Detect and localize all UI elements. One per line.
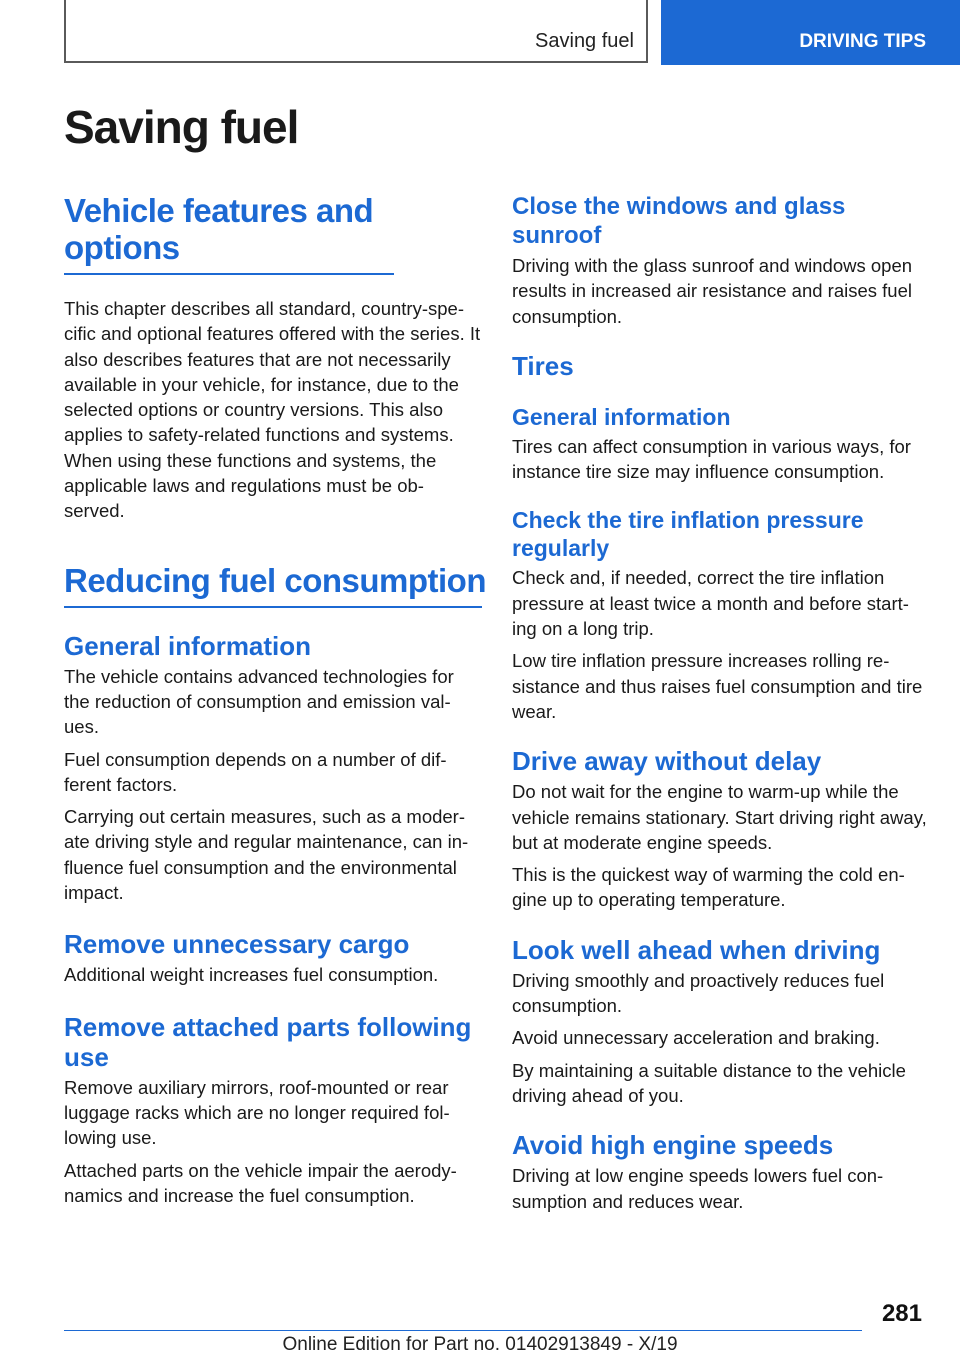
paragraph-look-1: Driving smoothly and proactively reduces fuel consumption. bbox=[512, 969, 885, 1017]
paragraph-close-windows: Driving with the glass sunroof and windows open results in increased air resistance and raises fuel consumption. bbox=[512, 255, 913, 327]
right-column bbox=[512, 192, 930, 1214]
paragraph-remove-cargo: Additional weight increases fuel consumption. bbox=[64, 964, 439, 986]
paragraph-attached-2: Attached parts on the vehicle impair the aerody-namics and increase the fuel consumption. bbox=[64, 1159, 457, 1206]
heading-reducing-fuel: Reducing fuel consumption bbox=[64, 562, 482, 608]
left-column bbox=[64, 192, 486, 1208]
heading-remove-attached-parts: Remove attached parts following use bbox=[64, 1011, 472, 1072]
paragraph-attached-1: Remove auxiliary mirrors, roof-mounted or rear luggage racks which are no longer required fol-lowing use. bbox=[64, 1076, 450, 1149]
heading-general-information: General information bbox=[64, 630, 312, 661]
footer-divider bbox=[64, 1330, 862, 1331]
paragraph-look-3: By maintaining a suitable distance to the vehicle driving ahead of you. bbox=[512, 1059, 906, 1106]
paragraph-pressure-2: Low tire inflation pressure increases rolling re-sistance and thus raises fuel consumption and tire wear. bbox=[512, 650, 923, 722]
page-number: 281 bbox=[881, 1300, 922, 1327]
heading-tires: Tires bbox=[512, 350, 574, 381]
heading-vehicle-features: Vehicle features and options bbox=[64, 192, 394, 275]
header-section-title: Saving fuel bbox=[535, 30, 634, 52]
paragraph-general-1: The vehicle contains advanced technologies for the reduction of consumption and emission val-ues. bbox=[64, 665, 454, 738]
heading-close-windows: Close the windows and glass sunroof bbox=[512, 193, 846, 249]
header-chapter-label: DRIVING TIPS bbox=[799, 30, 926, 52]
paragraph-tires-general: Tires can affect consumption in various ways, for instance tire size may influence consumption. bbox=[512, 435, 911, 483]
paragraph-drive-1: Do not wait for the engine to warm-up while the vehicle remains stationary. Start driving right away, but at moderate engine speeds. bbox=[512, 781, 927, 853]
heading-check-pressure: Check the tire inflation pressure regularly bbox=[512, 507, 864, 562]
header-chapter-tab[interactable] bbox=[661, 0, 960, 65]
page-title: Saving fuel bbox=[64, 101, 299, 153]
paragraph-look-2: Avoid unnecessary acceleration and braking. bbox=[512, 1027, 880, 1049]
heading-drive-away: Drive away without delay bbox=[512, 746, 822, 777]
paragraph-drive-2: This is the quickest way of warming the cold en-gine up to operating temperature. bbox=[512, 864, 905, 911]
heading-look-ahead: Look well ahead when driving bbox=[512, 934, 881, 965]
paragraph-general-3: Carrying out certain measures, such as a moder-ate driving style and regular maintenance, can in-fluence fuel consumption and the environmental impact. bbox=[64, 806, 469, 904]
paragraph-vehicle-features: This chapter describes all standard, country-spe-cific and optional features offered with the series. It also describes features that are not necessarily available in your vehicle, for instance, due to the selected options or country versions. This also applies to safety-related functions and systems. When using these functions and systems, the applicable laws and regulations must be ob-served. bbox=[64, 298, 481, 522]
heading-tires-general: General information bbox=[512, 403, 731, 430]
header-section-box bbox=[64, 0, 648, 63]
paragraph-general-2: Fuel consumption depends on a number of dif-ferent factors. bbox=[64, 748, 447, 795]
paragraph-pressure-1: Check and, if needed, correct the tire inflation pressure at least twice a month and before start-ing on a long trip. bbox=[512, 567, 909, 640]
paragraph-avoid-high-speeds: Driving at low engine speeds lowers fuel con-sumption and reduces wear. bbox=[512, 1165, 884, 1212]
heading-remove-cargo: Remove unnecessary cargo bbox=[64, 929, 410, 960]
footer-edition-text: Online Edition for Part no. 01402913849 - X/19 bbox=[282, 1334, 678, 1355]
heading-avoid-high-speeds: Avoid high engine speeds bbox=[512, 1130, 834, 1161]
